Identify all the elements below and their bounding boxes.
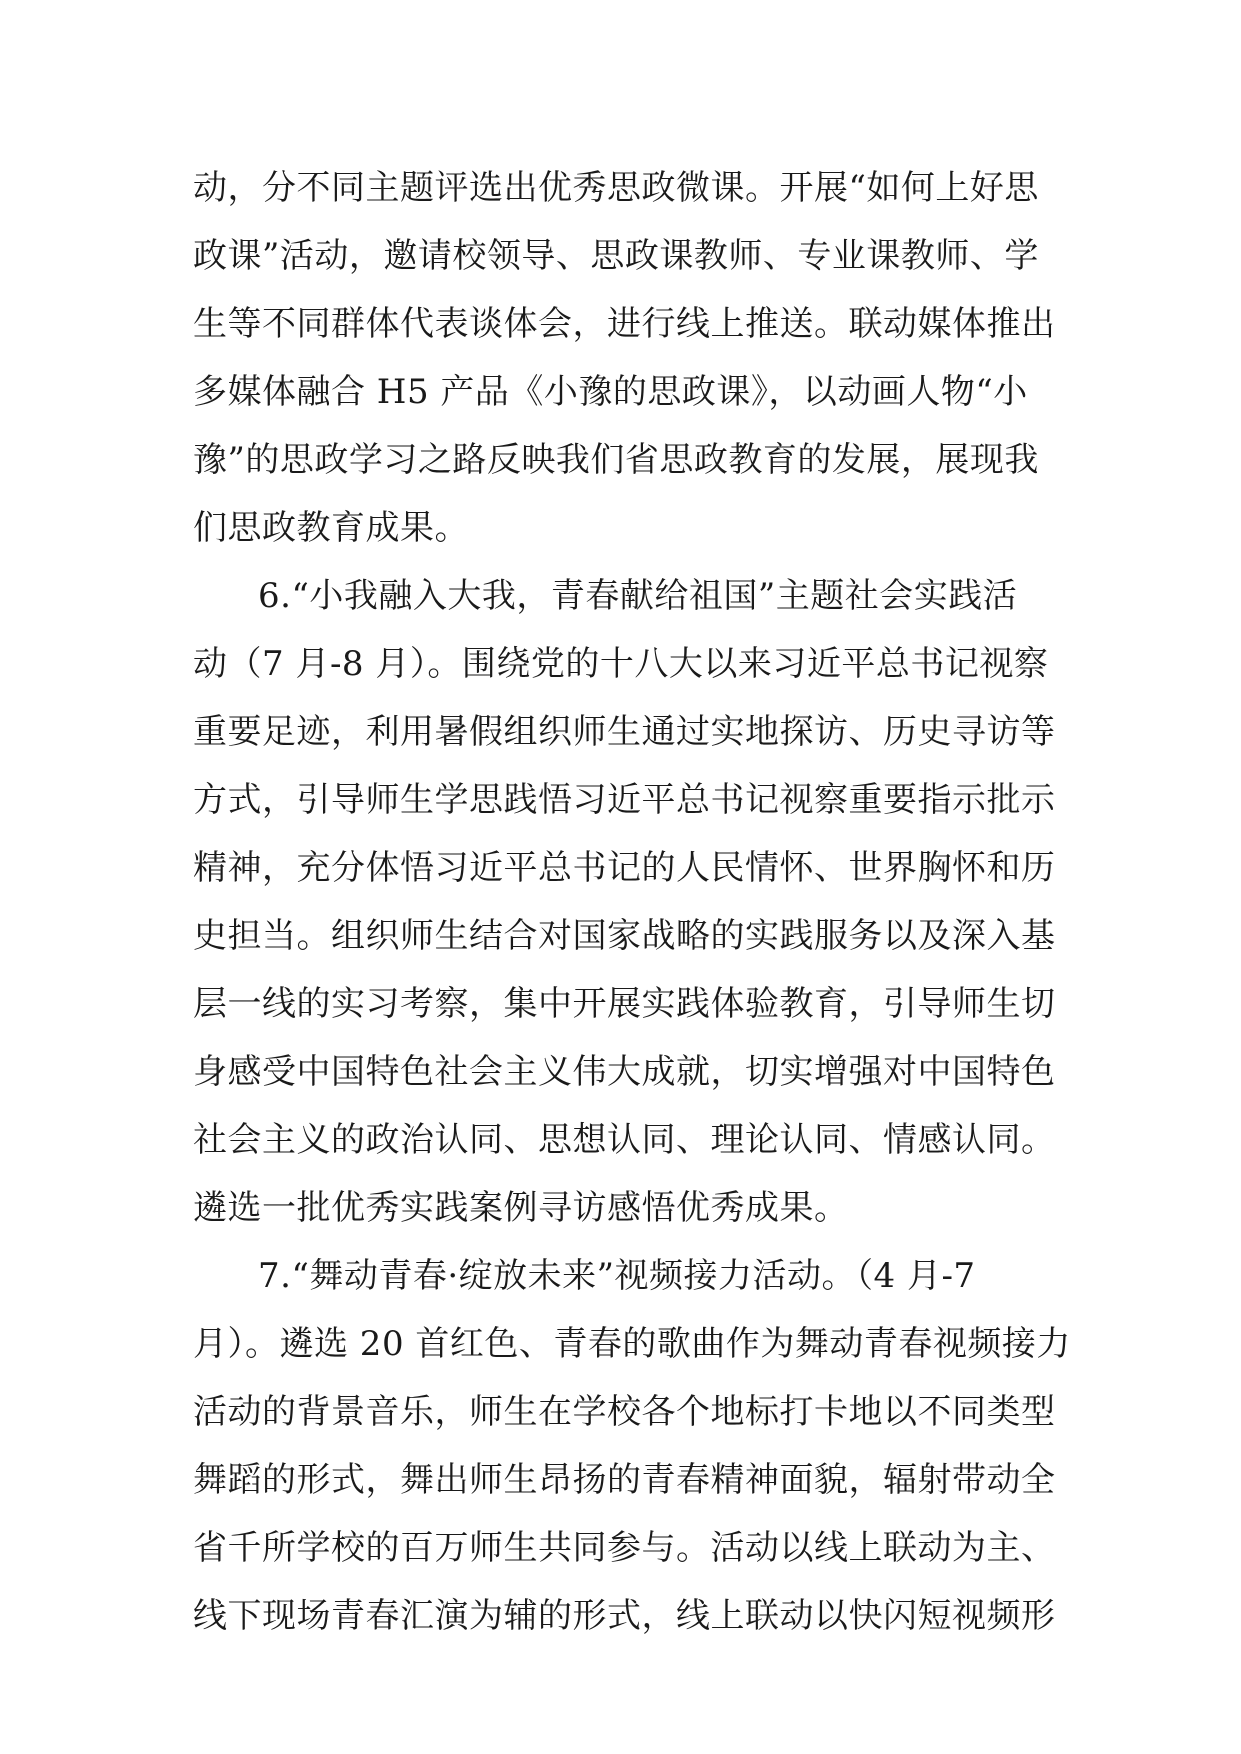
text-line: 月）。遴选 20 首红色、青春的歌曲作为舞动青春视频接力 bbox=[193, 1324, 1071, 1364]
text-line: 层一线的实习考察，集中开展实践体验教育，引导师生切 bbox=[193, 984, 1056, 1024]
text-line: 豫”的思政学习之路反映我们省思政教育的发展，展现我 bbox=[193, 440, 1039, 480]
text-line: 省千所学校的百万师生共同参与。活动以线上联动为主、 bbox=[193, 1528, 1056, 1568]
text-line: 线下现场青春汇演为辅的形式，线上联动以快闪短视频形 bbox=[193, 1596, 1056, 1636]
text-line: 动（7 月-8 月）。围绕党的十八大以来习近平总书记视察 bbox=[193, 644, 1049, 684]
text-line: 动，分不同主题评选出优秀思政微课。开展“如何上好思 bbox=[193, 168, 1039, 208]
text-line: 7.“舞动青春·绽放未来”视频接力活动。（4 月-7 bbox=[258, 1256, 976, 1296]
text-line: 遴选一批优秀实践案例寻访感悟优秀成果。 bbox=[193, 1188, 849, 1228]
text-line: 精神，充分体悟习近平总书记的人民情怀、世界胸怀和历 bbox=[193, 848, 1056, 888]
text-line: 生等不同群体代表谈体会，进行线上推送。联动媒体推出 bbox=[193, 304, 1056, 344]
text-line: 们思政教育成果。 bbox=[193, 508, 469, 548]
text-line: 舞蹈的形式，舞出师生昂扬的青春精神面貌，辐射带动全 bbox=[193, 1460, 1056, 1500]
text-line: 社会主义的政治认同、思想认同、理论认同、情感认同。 bbox=[193, 1120, 1056, 1160]
text-line: 方式，引导师生学思践悟习近平总书记视察重要指示批示 bbox=[193, 780, 1056, 820]
text-line: 活动的背景音乐，师生在学校各个地标打卡地以不同类型 bbox=[193, 1392, 1056, 1432]
text-line: 重要足迹，利用暑假组织师生通过实地探访、历史寻访等 bbox=[193, 712, 1056, 752]
text-line: 政课”活动，邀请校领导、思政课教师、专业课教师、学 bbox=[193, 236, 1039, 276]
text-line: 史担当。组织师生结合对国家战略的实践服务以及深入基 bbox=[193, 916, 1056, 956]
text-line: 6.“小我融入大我，青春献给祖国”主题社会实践活 bbox=[258, 576, 1018, 616]
text-line: 多媒体融合 H5 产品《小豫的思政课》，以动画人物“小 bbox=[193, 372, 1028, 412]
text-line: 身感受中国特色社会主义伟大成就，切实增强对中国特色 bbox=[193, 1052, 1056, 1092]
